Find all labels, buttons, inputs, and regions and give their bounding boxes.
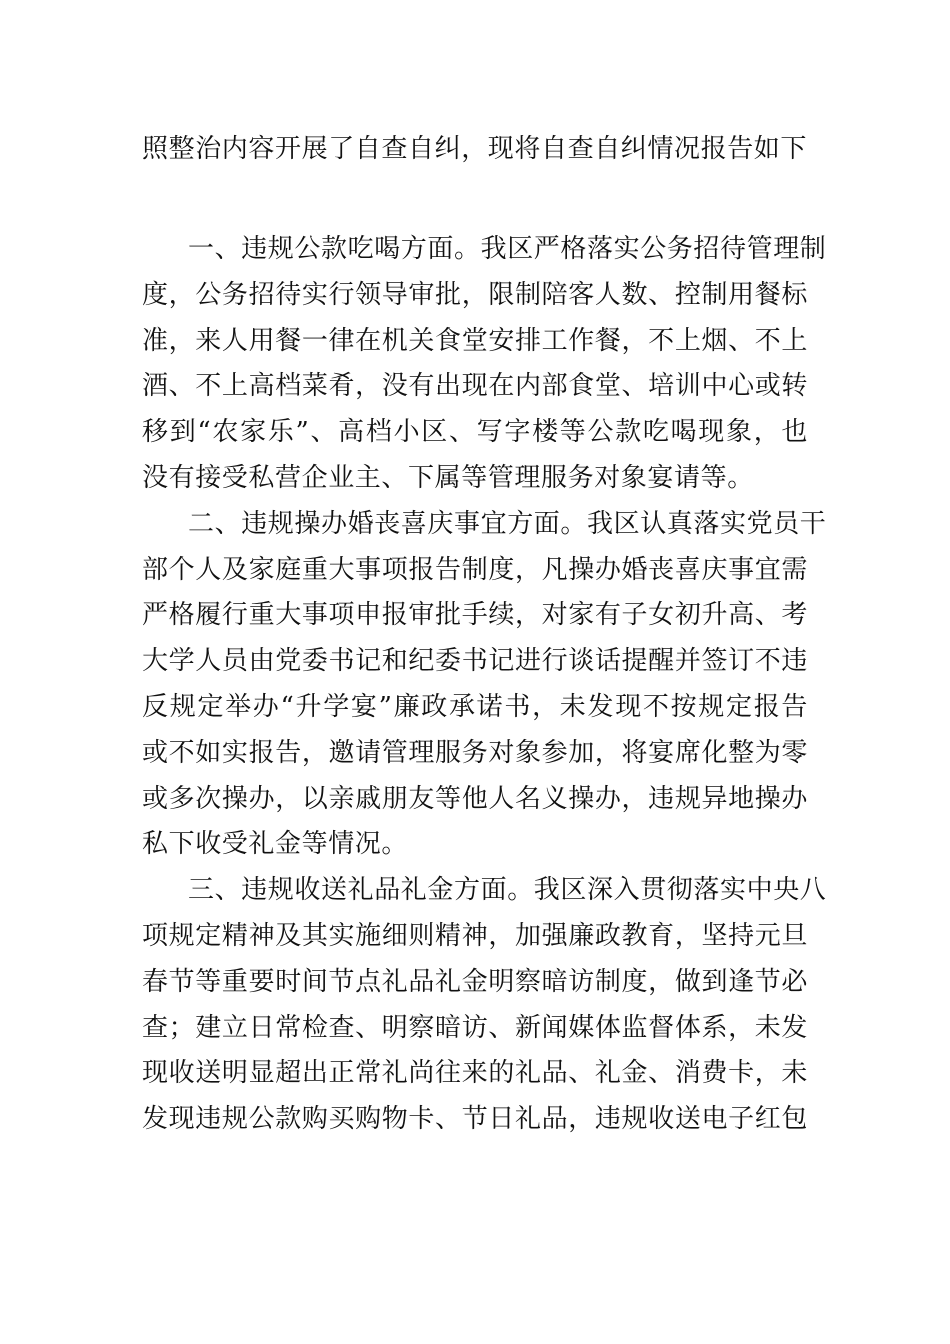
section-2-line-3: 严格履行重大事项申报审批手续，对家有子女初升高、考	[142, 600, 808, 631]
section-2-line-5: 反规定举办“升学宴”廉政承诺书，未发现不按规定报告	[142, 691, 808, 722]
section-3-line-4: 查；建立日常检查、明察暗访、新闻媒体监督体系，未发	[142, 1012, 808, 1043]
section-1-line-4: 酒、不上高档菜肴，没有出现在内部食堂、培训中心或转	[142, 371, 808, 402]
intro-line-1: 照整治内容开展了自查自纠，现将自查自纠情况报告如下	[142, 134, 808, 164]
section-3-line-6: 发现违规公款购买购物卡、节日礼品，违规收送电子红包	[142, 1104, 808, 1135]
section-1-line-6: 没有接受私营企业主、下属等管理服务对象宴请等。	[142, 462, 754, 493]
section-3-line-1: 三、违规收送礼品礼金方面。我区深入贯彻落实中央八	[188, 875, 827, 906]
section-3-line-5: 现收送明显超出正常礼尚往来的礼品、礼金、消费卡，未	[142, 1058, 808, 1089]
section-2-line-7: 或多次操办，以亲戚朋友等他人名义操办，违规异地操办	[142, 783, 808, 814]
section-2-line-4: 大学人员由党委书记和纪委书记进行谈话提醒并签订不违	[142, 646, 808, 677]
section-2-line-6: 或不如实报告，邀请管理服务对象参加，将宴席化整为零	[142, 737, 808, 768]
section-1-line-3: 准，来人用餐一律在机关食堂安排工作餐，不上烟、不上	[142, 325, 808, 356]
section-2-line-8: 私下收受礼金等情况。	[142, 829, 409, 860]
section-2-line-2: 部个人及家庭重大事项报告制度，凡操办婚丧喜庆事宜需	[142, 554, 808, 585]
section-3-line-2: 项规定精神及其实施细则精神，加强廉政教育，坚持元旦	[142, 920, 808, 951]
section-1-line-1: 一、违规公款吃喝方面。我区严格落实公务招待管理制	[188, 234, 827, 264]
intro-paragraph	[142, 127, 808, 173]
report-body	[142, 227, 827, 1143]
section-1-line-2: 度，公务招待实行领导审批，限制陪客人数、控制用餐标	[142, 279, 808, 310]
section-1-line-5: 移到“农家乐”、高档小区、写字楼等公款吃喝现象，也	[142, 417, 808, 448]
section-2-line-1: 二、违规操办婚丧喜庆事宜方面。我区认真落实党员干	[188, 508, 827, 539]
section-3-line-3: 春节等重要时间节点礼品礼金明察暗访制度，做到逢节必	[142, 966, 808, 997]
